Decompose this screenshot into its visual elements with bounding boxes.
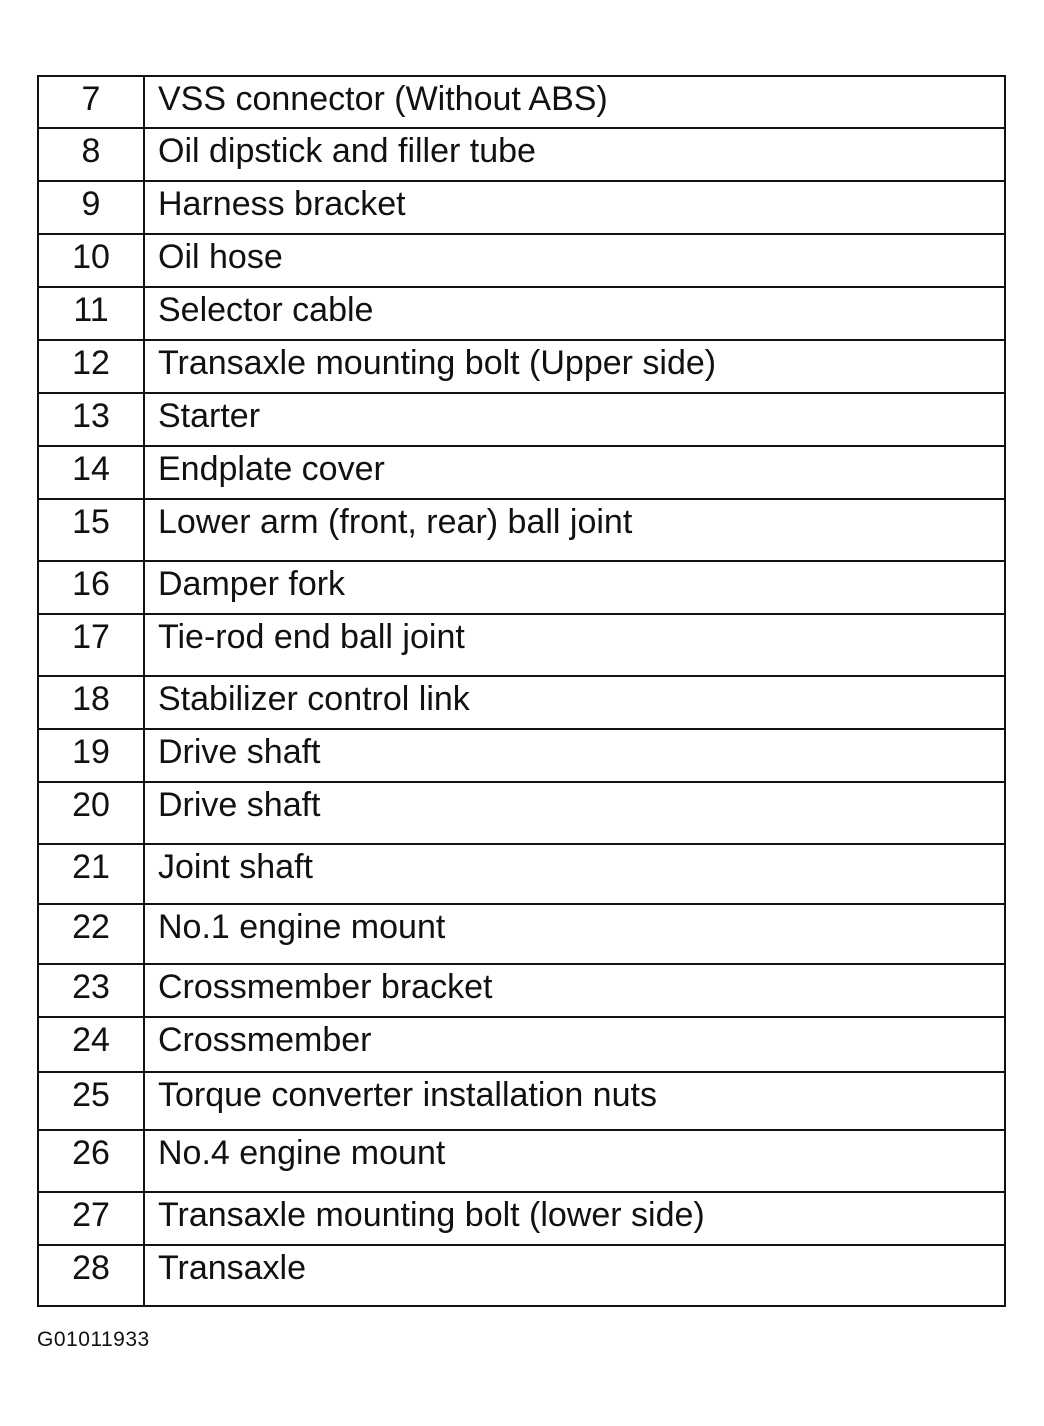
figure-code: G01011933: [37, 1328, 150, 1351]
part-number: 25: [38, 1072, 144, 1130]
part-number: 22: [38, 904, 144, 964]
part-description: Drive shaft: [144, 782, 1005, 844]
part-description: No.1 engine mount: [144, 904, 1005, 964]
part-description: Damper fork: [144, 561, 1005, 614]
table-row: [38, 844, 1005, 904]
part-number: 7: [38, 76, 144, 128]
table-row: [38, 234, 1005, 287]
part-number: 10: [38, 234, 144, 287]
part-number: 8: [38, 128, 144, 181]
part-description: Transaxle: [144, 1245, 1005, 1306]
part-description: Oil dipstick and filler tube: [144, 128, 1005, 181]
table-row: [38, 1017, 1005, 1072]
table-row: [38, 76, 1005, 128]
part-description: Crossmember: [144, 1017, 1005, 1072]
table-row: [38, 904, 1005, 964]
part-description: Tie-rod end ball joint: [144, 614, 1005, 676]
part-description: Starter: [144, 393, 1005, 446]
part-description: Drive shaft: [144, 729, 1005, 782]
part-description: Stabilizer control link: [144, 676, 1005, 729]
part-number: 14: [38, 446, 144, 499]
table-row: [38, 964, 1005, 1017]
part-description: Selector cable: [144, 287, 1005, 340]
table-row: [38, 1130, 1005, 1192]
table-row: [38, 782, 1005, 844]
part-number: 20: [38, 782, 144, 844]
part-number: 13: [38, 393, 144, 446]
part-number: 21: [38, 844, 144, 904]
table-row: [38, 729, 1005, 782]
part-description: No.4 engine mount: [144, 1130, 1005, 1192]
table-row: [38, 1245, 1005, 1306]
part-number: 28: [38, 1245, 144, 1306]
part-number: 27: [38, 1192, 144, 1245]
part-description: Endplate cover: [144, 446, 1005, 499]
part-description: Torque converter installation nuts: [144, 1072, 1005, 1130]
part-number: 19: [38, 729, 144, 782]
part-description: Transaxle mounting bolt (lower side): [144, 1192, 1005, 1245]
part-description: Transaxle mounting bolt (Upper side): [144, 340, 1005, 393]
part-description: Oil hose: [144, 234, 1005, 287]
part-number: 15: [38, 499, 144, 561]
table-row: [38, 1072, 1005, 1130]
part-description: Lower arm (front, rear) ball joint: [144, 499, 1005, 561]
part-description: Harness bracket: [144, 181, 1005, 234]
table-row: [38, 128, 1005, 181]
part-description: VSS connector (Without ABS): [158, 80, 608, 118]
part-number: 24: [38, 1017, 144, 1072]
part-number: 26: [38, 1130, 144, 1192]
table-row: [38, 676, 1005, 729]
part-description: Crossmember bracket: [144, 964, 1005, 1017]
table-row: [38, 181, 1005, 234]
table-row: [38, 614, 1005, 676]
table-row: [38, 499, 1005, 561]
part-number: 11: [38, 287, 144, 340]
table-row: [38, 561, 1005, 614]
part-description: Joint shaft: [144, 844, 1005, 904]
table-row: [38, 393, 1005, 446]
part-number: 9: [38, 181, 144, 234]
table-row: [38, 1192, 1005, 1245]
part-number: 16: [38, 561, 144, 614]
part-number: 23: [38, 964, 144, 1017]
parts-table: [37, 75, 1006, 1307]
part-number: 12: [38, 340, 144, 393]
table-row: [38, 287, 1005, 340]
part-number: 18: [38, 676, 144, 729]
table-row: [38, 340, 1005, 393]
table-row: [38, 446, 1005, 499]
part-number: 17: [38, 614, 144, 676]
